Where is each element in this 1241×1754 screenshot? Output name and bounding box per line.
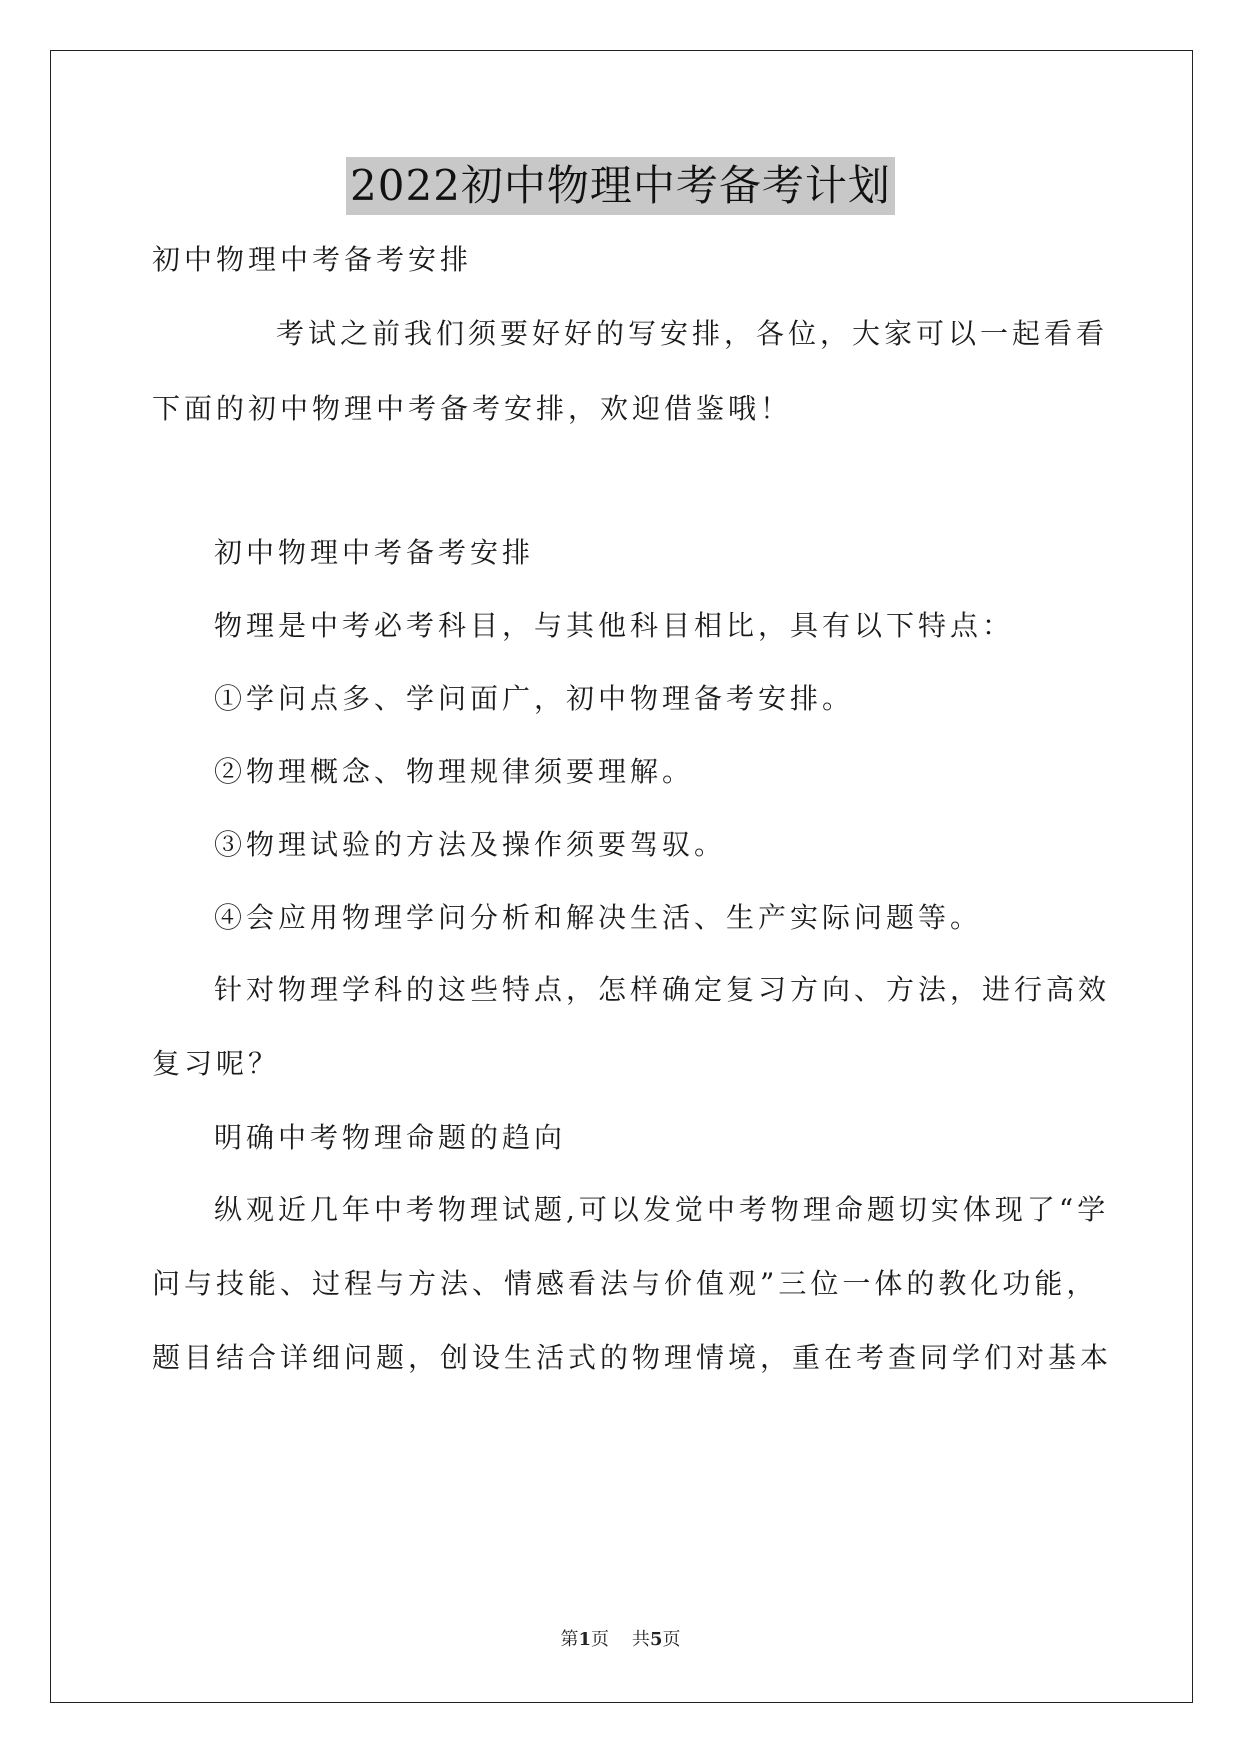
list-item: ③物理试验的方法及操作须要驾驭。 <box>214 828 727 861</box>
paragraph-line: 针对物理学科的这些特点，怎样确定复习方向、方法，进行高效 <box>214 973 1111 1006</box>
page-border <box>50 50 1193 1703</box>
paragraph-line: 纵观近几年中考物理试题,可以发觉中考物理命题切实体现了“学 <box>214 1193 1110 1226</box>
footer-suffix: 页 <box>662 1629 681 1650</box>
total-page-number: 5 <box>649 1629 663 1650</box>
title-container <box>0 157 1241 215</box>
paragraph-line: 初中物理中考备考安排 <box>214 536 535 569</box>
paragraph-line: 题目结合详细问题，创设生活式的物理情境，重在考查同学们对基本 <box>152 1341 1113 1374</box>
list-item: ①学问点多、学问面广，初中物理备考安排。 <box>214 682 855 715</box>
paragraph-line: 复习呢？ <box>152 1047 281 1080</box>
document-title: 2022初中物理中考备考计划 <box>346 157 895 215</box>
current-page-number: 1 <box>578 1629 592 1650</box>
section-heading: 明确中考物理命题的趋向 <box>214 1121 567 1154</box>
paragraph-line: 物理是中考必考科目，与其他科目相比，具有以下特点： <box>214 609 1015 642</box>
paragraph-line: 考试之前我们须要好好的写安排，各位，大家可以一起看看 <box>276 317 1109 350</box>
list-item: ②物理概念、物理规律须要理解。 <box>214 755 695 788</box>
paragraph-line: 初中物理中考备考安排 <box>152 243 473 276</box>
footer-prefix: 第 <box>560 1629 579 1650</box>
footer-mid: 页 共 <box>591 1629 650 1650</box>
paragraph-line: 问与技能、过程与方法、情感看法与价值观”三位一体的教化功能， <box>152 1267 1099 1300</box>
paragraph-line: 下面的初中物理中考备考安排，欢迎借鉴哦！ <box>152 392 793 425</box>
list-item: ④会应用物理学问分析和解决生活、生产实际问题等。 <box>214 901 983 934</box>
page-footer <box>0 1628 1241 1652</box>
